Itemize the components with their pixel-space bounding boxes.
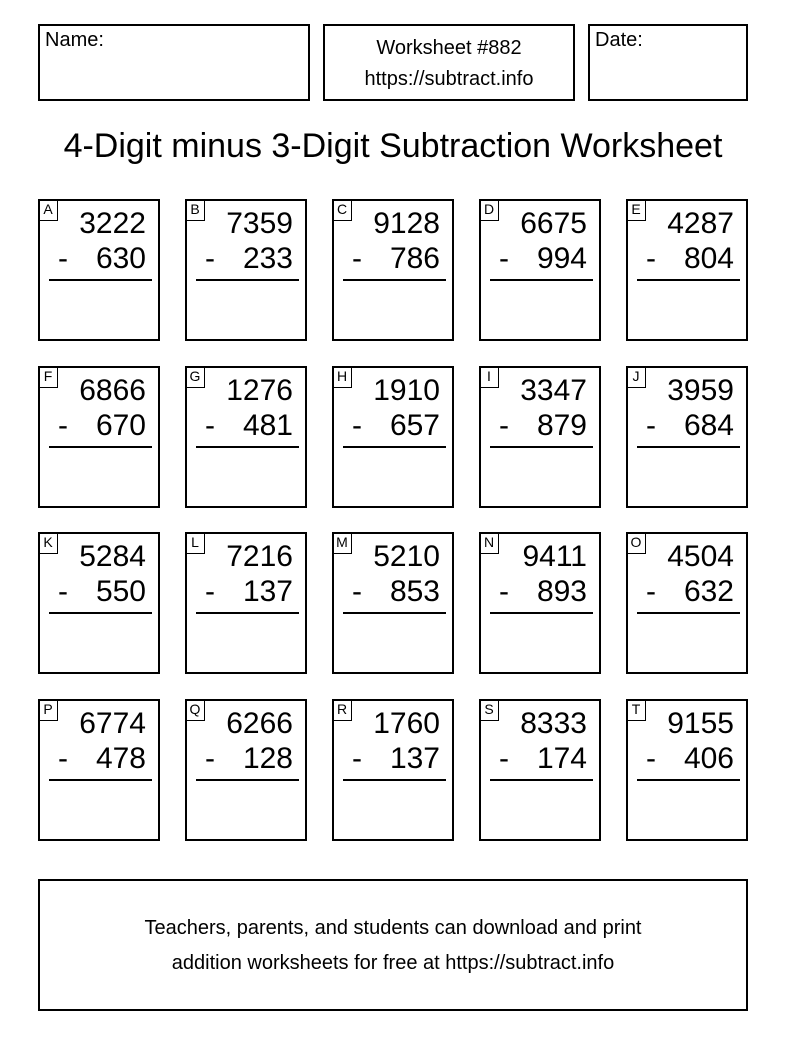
problem-label: A bbox=[38, 199, 58, 221]
problem-label: J bbox=[626, 366, 646, 388]
problem-label: L bbox=[185, 532, 205, 554]
problem-card[interactable] bbox=[626, 199, 748, 341]
minus-sign: - bbox=[205, 742, 215, 775]
minuend: 4504 bbox=[667, 540, 734, 573]
problem-card[interactable] bbox=[626, 532, 748, 674]
date-label: Date: bbox=[595, 29, 643, 51]
minuend: 6266 bbox=[226, 707, 293, 740]
answer-line bbox=[343, 446, 446, 448]
minuend: 9128 bbox=[373, 207, 440, 240]
minus-sign: - bbox=[499, 575, 509, 608]
minus-sign: - bbox=[58, 742, 68, 775]
minus-sign: - bbox=[205, 242, 215, 275]
problem-label: F bbox=[38, 366, 58, 388]
minuend: 3222 bbox=[79, 207, 146, 240]
subtrahend: 128 bbox=[242, 742, 293, 775]
minuend: 5284 bbox=[79, 540, 146, 573]
name-label: Name: bbox=[45, 29, 104, 51]
problem-label: E bbox=[626, 199, 646, 221]
minus-sign: - bbox=[352, 575, 362, 608]
answer-line bbox=[49, 279, 152, 281]
minus-sign: - bbox=[205, 575, 215, 608]
subtrahend: 233 bbox=[242, 242, 293, 275]
minuend: 3347 bbox=[520, 374, 587, 407]
minus-sign: - bbox=[499, 242, 509, 275]
minuend: 7216 bbox=[226, 540, 293, 573]
minus-sign: - bbox=[499, 742, 509, 775]
answer-line bbox=[637, 446, 740, 448]
minuend: 3959 bbox=[667, 374, 734, 407]
minus-sign: - bbox=[646, 409, 656, 442]
answer-line bbox=[343, 279, 446, 281]
answer-line bbox=[637, 612, 740, 614]
problem-label: C bbox=[332, 199, 352, 221]
answer-line bbox=[343, 779, 446, 781]
problem-card[interactable] bbox=[185, 532, 307, 674]
answer-line bbox=[196, 612, 299, 614]
answer-line bbox=[490, 279, 593, 281]
problem-label: O bbox=[626, 532, 646, 554]
problem-label: K bbox=[38, 532, 58, 554]
minus-sign: - bbox=[205, 409, 215, 442]
subtrahend: 804 bbox=[683, 242, 734, 275]
worksheet-number: Worksheet #882 bbox=[376, 37, 522, 59]
answer-line bbox=[196, 446, 299, 448]
minuend: 1910 bbox=[373, 374, 440, 407]
problem-card[interactable] bbox=[479, 699, 601, 841]
subtrahend: 174 bbox=[536, 742, 587, 775]
subtrahend: 481 bbox=[242, 409, 293, 442]
page-title: 4-Digit minus 3-Digit Subtraction Worksheet bbox=[63, 127, 723, 165]
answer-line bbox=[49, 612, 152, 614]
problem-card[interactable] bbox=[479, 199, 601, 341]
minus-sign: - bbox=[499, 409, 509, 442]
subtrahend: 632 bbox=[683, 575, 734, 608]
subtrahend: 478 bbox=[95, 742, 146, 775]
minuend: 6866 bbox=[79, 374, 146, 407]
problem-label: M bbox=[332, 532, 352, 554]
minus-sign: - bbox=[58, 242, 68, 275]
subtrahend: 786 bbox=[389, 242, 440, 275]
answer-line bbox=[343, 612, 446, 614]
problem-label: Q bbox=[185, 699, 205, 721]
minus-sign: - bbox=[58, 409, 68, 442]
answer-line bbox=[490, 446, 593, 448]
subtrahend: 630 bbox=[95, 242, 146, 275]
problem-label: R bbox=[332, 699, 352, 721]
minuend: 6774 bbox=[79, 707, 146, 740]
minuend: 9411 bbox=[522, 540, 587, 573]
problem-card[interactable] bbox=[38, 699, 160, 841]
minus-sign: - bbox=[646, 575, 656, 608]
problem-label: P bbox=[38, 699, 58, 721]
problem-card[interactable] bbox=[38, 366, 160, 508]
problem-card[interactable] bbox=[332, 699, 454, 841]
date-box[interactable] bbox=[588, 24, 748, 101]
problem-label: G bbox=[185, 366, 205, 388]
problem-label: H bbox=[332, 366, 352, 388]
minus-sign: - bbox=[646, 242, 656, 275]
subtrahend: 879 bbox=[536, 409, 587, 442]
problem-card[interactable] bbox=[479, 366, 601, 508]
problem-card[interactable] bbox=[38, 532, 160, 674]
subtrahend: 137 bbox=[242, 575, 293, 608]
minus-sign: - bbox=[352, 242, 362, 275]
problem-card[interactable] bbox=[626, 699, 748, 841]
problem-card[interactable] bbox=[479, 532, 601, 674]
answer-line bbox=[196, 779, 299, 781]
footer-text-line-1: Teachers, parents, and students can download and print bbox=[144, 917, 642, 939]
answer-line bbox=[49, 779, 152, 781]
answer-line bbox=[637, 779, 740, 781]
minuend: 5210 bbox=[373, 540, 440, 573]
problem-label: I bbox=[479, 366, 499, 388]
subtrahend: 550 bbox=[95, 575, 146, 608]
minuend: 1760 bbox=[373, 707, 440, 740]
problem-label: B bbox=[185, 199, 205, 221]
footer-box bbox=[38, 879, 748, 1011]
problem-label: N bbox=[479, 532, 499, 554]
subtrahend: 684 bbox=[683, 409, 734, 442]
problem-card[interactable] bbox=[185, 199, 307, 341]
minus-sign: - bbox=[352, 742, 362, 775]
name-box[interactable] bbox=[38, 24, 310, 101]
worksheet-url: https://subtract.info bbox=[364, 68, 534, 90]
answer-line bbox=[490, 779, 593, 781]
minuend: 6675 bbox=[520, 207, 587, 240]
problem-card[interactable] bbox=[626, 366, 748, 508]
problem-card[interactable] bbox=[185, 366, 307, 508]
subtrahend: 893 bbox=[536, 575, 587, 608]
problem-card[interactable] bbox=[332, 199, 454, 341]
minus-sign: - bbox=[58, 575, 68, 608]
minuend: 8333 bbox=[520, 707, 587, 740]
problem-card[interactable] bbox=[38, 199, 160, 341]
footer-text-line-2: addition worksheets for free at https://subtract.info bbox=[171, 952, 615, 974]
problem-label: S bbox=[479, 699, 499, 721]
problem-card[interactable] bbox=[185, 699, 307, 841]
minuend: 9155 bbox=[667, 707, 734, 740]
problem-card[interactable] bbox=[332, 532, 454, 674]
subtrahend: 994 bbox=[536, 242, 587, 275]
answer-line bbox=[637, 279, 740, 281]
subtrahend: 406 bbox=[683, 742, 734, 775]
subtrahend: 670 bbox=[95, 409, 146, 442]
problem-label: T bbox=[626, 699, 646, 721]
problem-card[interactable] bbox=[332, 366, 454, 508]
subtrahend: 853 bbox=[389, 575, 440, 608]
answer-line bbox=[196, 279, 299, 281]
answer-line bbox=[49, 446, 152, 448]
minuend: 1276 bbox=[226, 374, 293, 407]
problem-label: D bbox=[479, 199, 499, 221]
minus-sign: - bbox=[352, 409, 362, 442]
subtrahend: 137 bbox=[389, 742, 440, 775]
minus-sign: - bbox=[646, 742, 656, 775]
worksheet-info-box bbox=[323, 24, 575, 101]
answer-line bbox=[490, 612, 593, 614]
minuend: 4287 bbox=[667, 207, 734, 240]
subtrahend: 657 bbox=[389, 409, 440, 442]
minuend: 7359 bbox=[226, 207, 293, 240]
